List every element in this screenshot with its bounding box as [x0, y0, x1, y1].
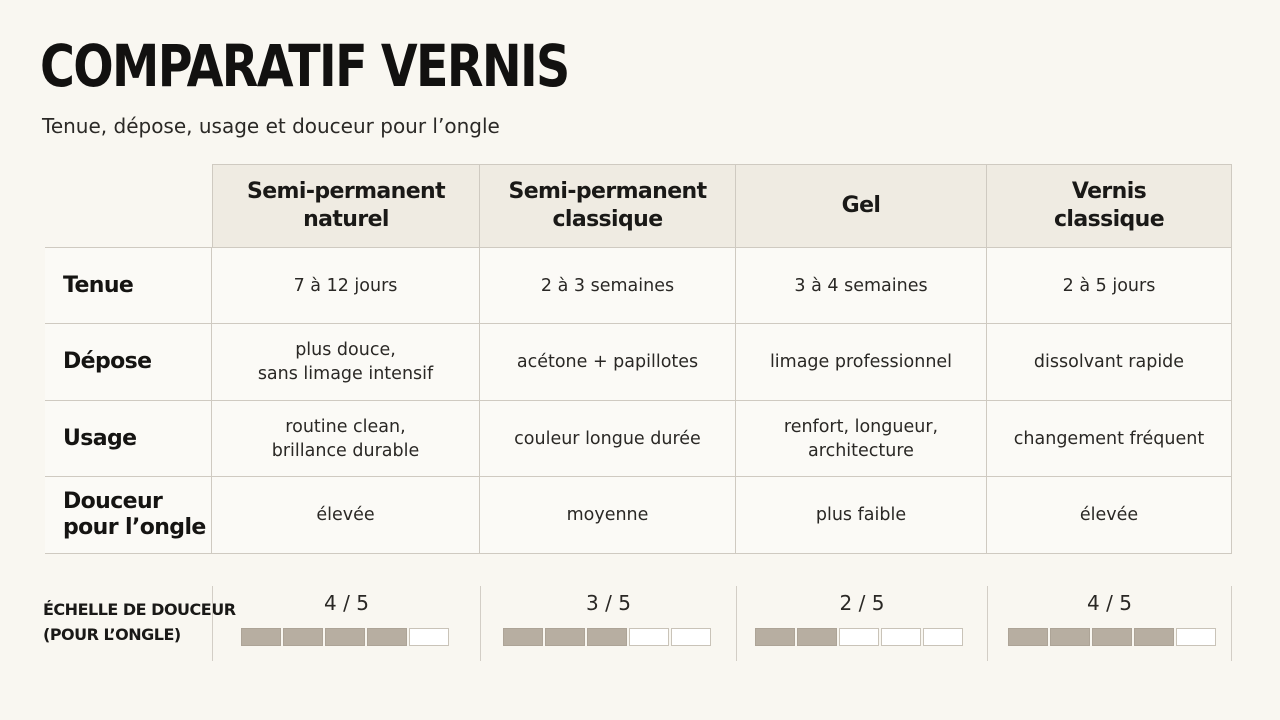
softness-score: 4 / 5	[1087, 591, 1132, 615]
table-cell: élevée	[987, 477, 1232, 554]
softness-scale-vernis-classique	[987, 586, 1232, 661]
table-cell: plus faible	[736, 477, 987, 554]
table-cell: dissolvant rapide	[987, 324, 1232, 401]
rating-segment-empty	[671, 628, 711, 646]
softness-rating-bar	[1008, 628, 1216, 646]
softness-scale-label: ÉCHELLE DE DOUCEUR (POUR L’ONGLE)	[43, 600, 236, 644]
page-title: COMPARATIF VERNIS	[40, 32, 569, 100]
rating-segment-empty	[839, 628, 879, 646]
rating-segment-filled	[1092, 628, 1132, 646]
rating-segment-filled	[797, 628, 837, 646]
table-cell: 7 à 12 jours	[212, 248, 480, 324]
table-cell: limage professionnel	[736, 324, 987, 401]
table-cell: couleur longue durée	[480, 401, 736, 477]
rating-segment-filled	[1008, 628, 1048, 646]
column-header-vernis-classique: Vernis classique	[987, 164, 1232, 248]
table-cell: élevée	[212, 477, 480, 554]
softness-scale-gel	[736, 586, 987, 661]
rating-segment-filled	[545, 628, 585, 646]
page-subtitle: Tenue, dépose, usage et douceur pour l’ongle	[42, 114, 500, 138]
rating-segment-empty	[881, 628, 921, 646]
rating-segment-filled	[241, 628, 281, 646]
table-cell: routine clean, brillance durable	[212, 401, 480, 477]
table-cell: moyenne	[480, 477, 736, 554]
rating-segment-filled	[755, 628, 795, 646]
table-cell: 2 à 3 semaines	[480, 248, 736, 324]
rating-segment-filled	[587, 628, 627, 646]
table-cell: renfort, longueur, architecture	[736, 401, 987, 477]
softness-score: 4 / 5	[324, 591, 369, 615]
rating-segment-filled	[283, 628, 323, 646]
rating-segment-filled	[367, 628, 407, 646]
rating-segment-filled	[325, 628, 365, 646]
rating-segment-empty	[923, 628, 963, 646]
table-cell: plus douce, sans limage intensif	[212, 324, 480, 401]
rating-segment-filled	[503, 628, 543, 646]
comparison-table	[45, 164, 1232, 554]
rating-segment-empty	[409, 628, 449, 646]
softness-scale-semi-permanent-naturel	[212, 586, 480, 661]
column-header-semi-permanent-classique: Semi-permanent classique	[480, 164, 736, 248]
softness-rating-bar	[241, 628, 449, 646]
column-header-semi-permanent-naturel: Semi-permanent naturel	[212, 164, 480, 248]
rating-segment-empty	[629, 628, 669, 646]
row-label-usage: Usage	[45, 401, 212, 477]
table-cell: acétone + papillotes	[480, 324, 736, 401]
table-cell: changement fréquent	[987, 401, 1232, 477]
rating-segment-empty	[1176, 628, 1216, 646]
row-label-douceur: Douceur pour l’ongle	[45, 477, 212, 554]
row-label-tenue: Tenue	[45, 247, 212, 324]
softness-rating-bar	[755, 628, 963, 646]
softness-score: 2 / 5	[839, 591, 885, 615]
table-cell: 3 à 4 semaines	[736, 248, 987, 324]
row-label-depose: Dépose	[45, 324, 212, 401]
rating-segment-filled	[1050, 628, 1090, 646]
softness-scale-semi-permanent-classique	[480, 586, 736, 661]
table-cell: 2 à 5 jours	[987, 248, 1232, 324]
softness-rating-bar	[503, 628, 711, 646]
softness-score: 3 / 5	[586, 591, 631, 615]
column-header-gel: Gel	[736, 164, 987, 248]
rating-segment-filled	[1134, 628, 1174, 646]
